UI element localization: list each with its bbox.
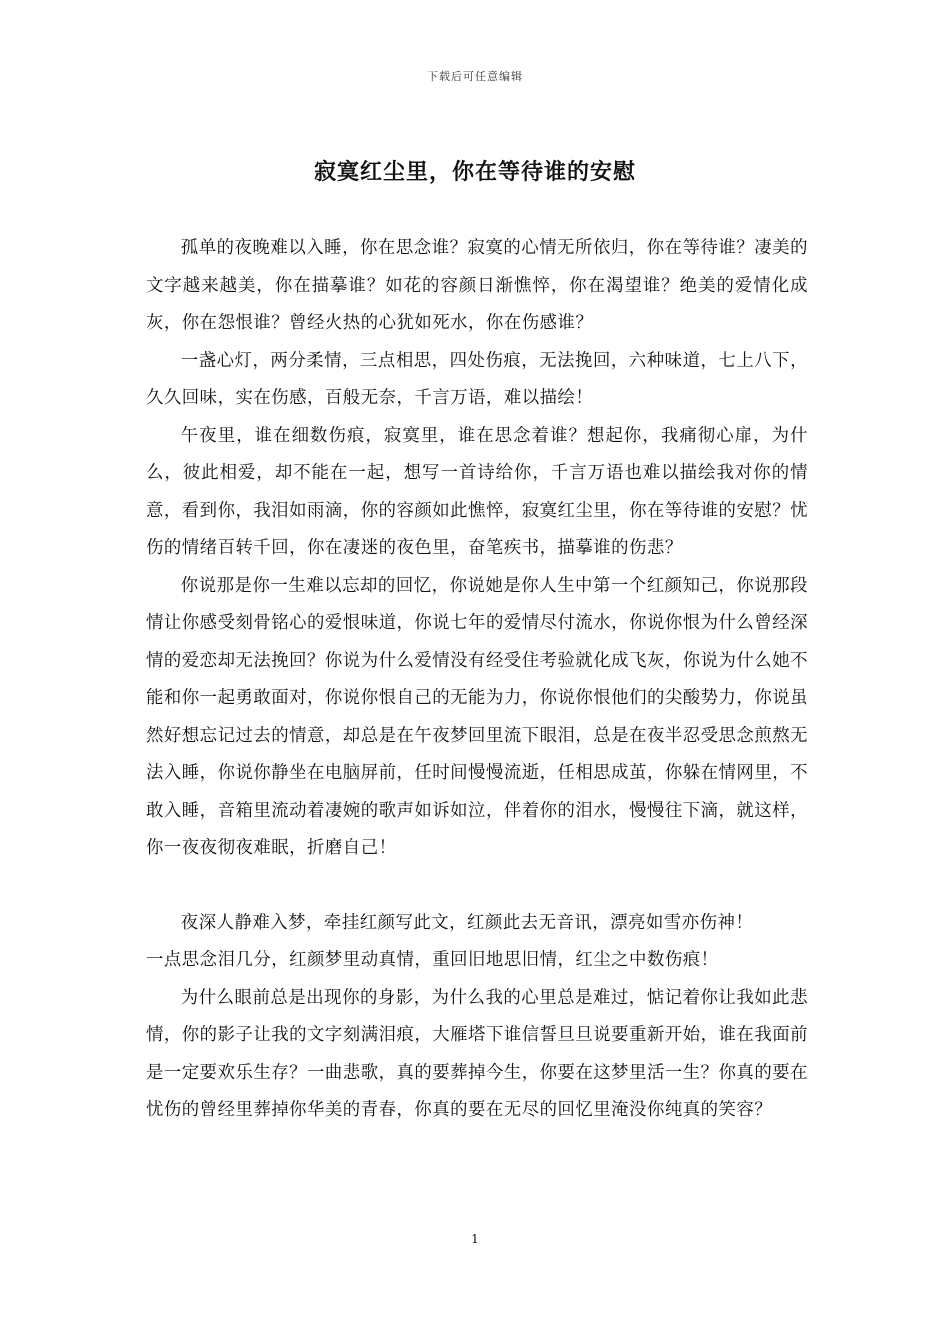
document-body bbox=[146, 230, 808, 1130]
paragraph: 你说那是你一生难以忘却的回忆，你说她是你人生中第一个红颜知己，你说那段情让你感受刻骨铭心的爱恨味道，你说七年的爱情尽付流水，你说你恨为什么曾经深情的爱恋却无法挽回？你说为什么爱情没有经受住考验就化成飞灰，你说为什么她不能和你一起勇敢面对，你说你恨自己的无能为力，你说你恨他们的尖酸势力，你说虽然好想忘记过去的情意，却总是在午夜梦回里流下眼泪，总是在夜半忍受思念煎熬无法入睡，你说你静坐在电脑屏前，任时间慢慢流逝，任相思成茧，你躲在情网里，不敢入睡，音箱里流动着凄婉的歌声如诉如泣，伴着你的泪水，慢慢往下滴，就这样，你一夜夜彻夜难眠，折磨自己！ bbox=[146, 575, 808, 858]
poem-line: 夜深人静难入梦，牵挂红颜写此文，红颜此去无音讯，漂亮如雪亦伤神！ bbox=[180, 912, 754, 933]
page-header: 下载后可任意编辑 bbox=[427, 70, 523, 83]
paragraph: 孤单的夜晚难以入睡，你在思念谁？寂寞的心情无所依归，你在等待谁？凄美的文字越来越美，你在描摹谁？如花的容颜日渐憔悴，你在渴望谁？绝美的爱情化成灰，你在怨恨谁？曾经火热的心犹如死水，你在伤感谁？ bbox=[146, 238, 808, 333]
paragraph-gap bbox=[146, 868, 808, 905]
document-title: 寂寞红尘里，你在等待谁的安慰 bbox=[313, 159, 636, 185]
paragraph: 为什么眼前总是出现你的身影，为什么我的心里总是难过，惦记着你让我如此悲情，你的影子让我的文字刻满泪痕，大雁塔下谁信誓旦旦说要重新开始，谁在我面前是一定要欢乐生存？一曲悲歌，真的要葬掉今生，你要在这梦里活一生？你真的要在忧伤的曾经里葬掉你华美的青春，你真的要在无尽的回忆里淹没你纯真的笑容？ bbox=[146, 987, 808, 1120]
page-number: 1 bbox=[471, 1232, 479, 1246]
paragraph: 一盏心灯，两分柔情，三点相思，四处伤痕，无法挽回，六种味道，七上八下，久久回味，实在伤感，百般无奈，千言万语，难以描绘！ bbox=[146, 350, 808, 408]
paragraph: 午夜里，谁在细数伤痕，寂寞里，谁在思念着谁？想起你，我痛彻心扉，为什么，彼此相爱，却不能在一起，想写一首诗给你，千言万语也难以描绘我对你的情意，看到你，我泪如雨滴，你的容颜如此憔悴，寂寞红尘里，你在等待谁的安慰？忧伤的情绪百转千回，你在凄迷的夜色里，奋笔疾书，描摹谁的伤悲？ bbox=[146, 425, 808, 558]
poem-line: 一点思念泪几分，红颜梦里动真情，重回旧地思旧情，红尘之中数伤痕！ bbox=[146, 950, 719, 970]
